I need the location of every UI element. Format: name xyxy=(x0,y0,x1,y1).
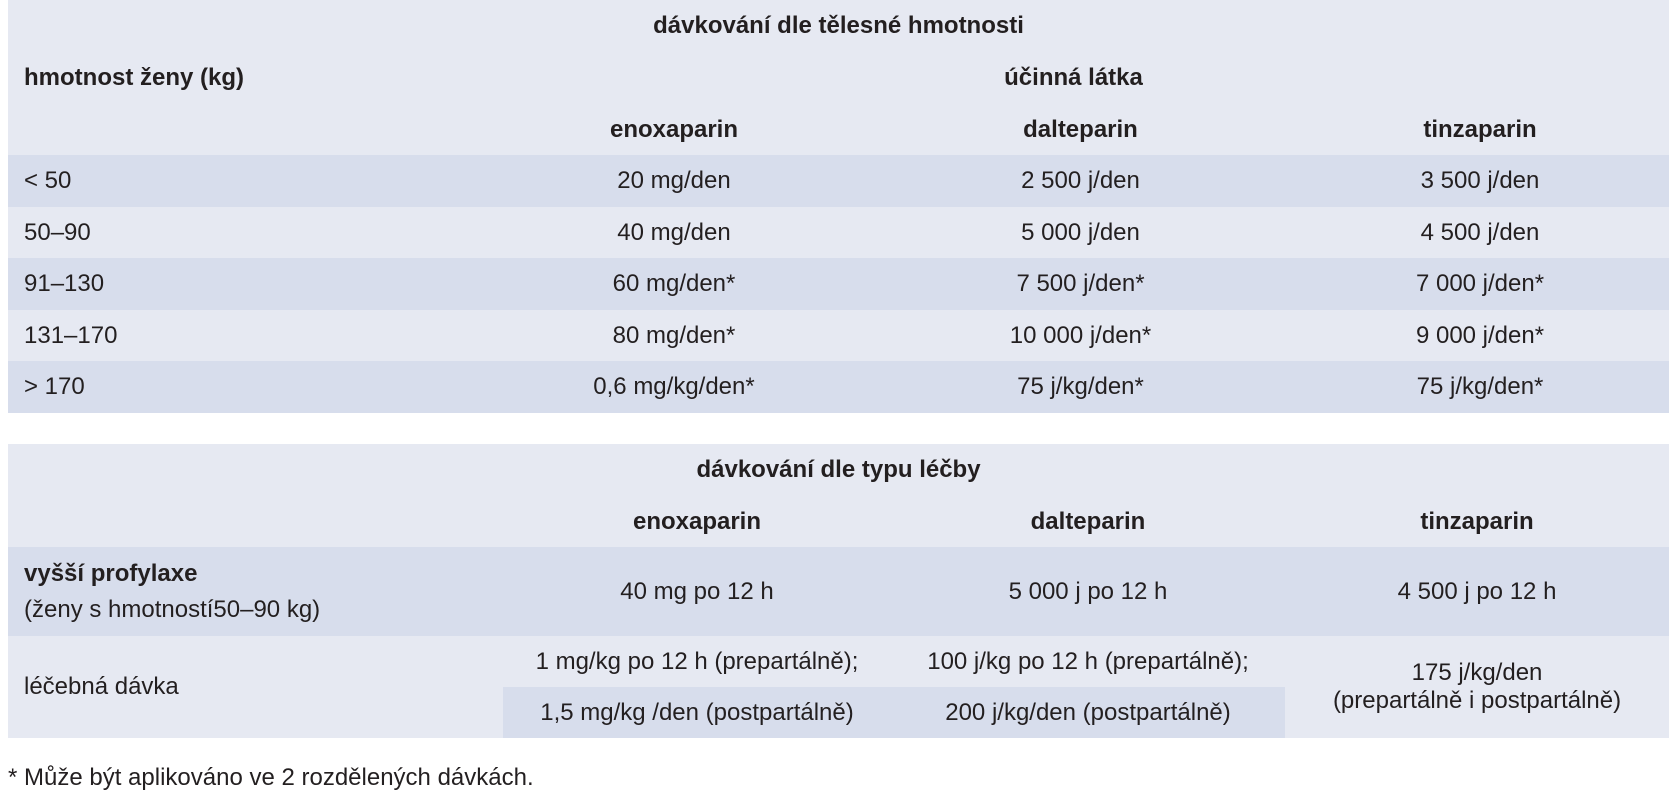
prophylaxis-sublabel: (ženy s hmotností50–90 kg) xyxy=(24,595,321,623)
treatment-table-title: dávkování dle typu léčby xyxy=(696,456,981,483)
enoxaparin-cell: 20 mg/den xyxy=(617,167,731,194)
enoxaparin-cell: 0,6 mg/kg/den* xyxy=(593,373,755,400)
tinzaparin-cell: 7 000 j/den* xyxy=(1415,270,1545,297)
dalteparin-post-cell: 200 j/kg/den (postpartálně) xyxy=(891,687,1285,738)
col-dalteparin: dalteparin xyxy=(1023,115,1138,143)
tinzaparin-cell: 3 500 j/den xyxy=(1420,167,1540,194)
tinzaparin-therapeutic-cell xyxy=(1285,636,1669,738)
col-dalteparin: dalteparin xyxy=(1030,507,1146,535)
enoxaparin-cell: 80 mg/den* xyxy=(612,321,736,349)
dalteparin-cell: 7 500 j/den* xyxy=(1016,270,1145,297)
drug-header-row xyxy=(8,496,1669,547)
dalteparin-cell: 10 000 j/den* xyxy=(1009,321,1152,349)
weight-table-title: dávkování dle tělesné hmotnosti xyxy=(653,12,1024,39)
treatment-dosing-table xyxy=(8,444,1669,738)
tinzaparin-cell: 9 000 j/den* xyxy=(1415,321,1545,349)
col-tinzaparin: tinzaparin xyxy=(1423,115,1537,143)
dalteparin-cell: 5 000 j/den xyxy=(1021,218,1140,246)
prophylaxis-label: vyšší profylaxe xyxy=(24,559,198,587)
table-row xyxy=(8,207,1669,258)
enoxaparin-pre-cell: 1 mg/kg po 12 h (prepartálně); xyxy=(503,636,891,687)
dalteparin-cell: 75 j/kg/den* xyxy=(1017,373,1144,400)
dalteparin-cell: 2 500 j/den xyxy=(1021,167,1140,194)
therapeutic-label: léčebná dávka xyxy=(8,636,503,738)
table-row xyxy=(8,310,1669,361)
dalteparin-pre-cell: 100 j/kg po 12 h (prepartálně); xyxy=(891,636,1285,687)
substance-header: účinná látka xyxy=(1004,64,1143,91)
col-tinzaparin: tinzaparin xyxy=(1420,507,1534,535)
prophylaxis-label-cell xyxy=(8,547,503,636)
weight-cell: 131–170 xyxy=(24,321,118,349)
footnote: * Může být aplikováno ve 2 rozdělených dávkách. xyxy=(8,764,534,791)
dalteparin-cell: 5 000 j po 12 h xyxy=(1008,577,1168,605)
weight-column-header: hmotnost ženy (kg) xyxy=(24,64,244,91)
weight-cell: 50–90 xyxy=(24,218,91,246)
enoxaparin-cell: 60 mg/den* xyxy=(612,270,736,297)
weight-dosing-table xyxy=(8,0,1669,413)
enoxaparin-cell: 40 mg/den xyxy=(617,218,731,246)
tinzaparin-line1: 175 j/kg/den xyxy=(1411,659,1543,686)
empty-header-cell xyxy=(8,104,478,155)
enoxaparin-cell: 40 mg po 12 h xyxy=(620,577,774,605)
table-row xyxy=(8,155,1669,207)
table-row xyxy=(8,258,1669,310)
col-enoxaparin: enoxaparin xyxy=(609,115,739,143)
tinzaparin-cell: 75 j/kg/den* xyxy=(1416,373,1544,400)
col-enoxaparin: enoxaparin xyxy=(632,507,762,535)
table-row xyxy=(8,547,1669,636)
table-row xyxy=(8,636,1669,687)
weight-cell: 91–130 xyxy=(24,270,105,297)
weight-cell: > 170 xyxy=(24,373,85,400)
table-row xyxy=(8,361,1669,413)
empty-header-cell xyxy=(8,496,503,547)
table-title-row xyxy=(8,0,1669,52)
drug-header-row xyxy=(8,104,1669,155)
enoxaparin-post-cell: 1,5 mg/kg /den (postpartálně) xyxy=(503,687,891,738)
tinzaparin-line2: (prepartálně i postpartálně) xyxy=(1332,687,1622,714)
weight-cell: < 50 xyxy=(24,167,72,194)
header-row xyxy=(8,52,1669,104)
table-title-row xyxy=(8,444,1669,496)
tinzaparin-cell: 4 500 j/den xyxy=(1420,218,1540,246)
tinzaparin-cell: 4 500 j po 12 h xyxy=(1397,577,1557,605)
